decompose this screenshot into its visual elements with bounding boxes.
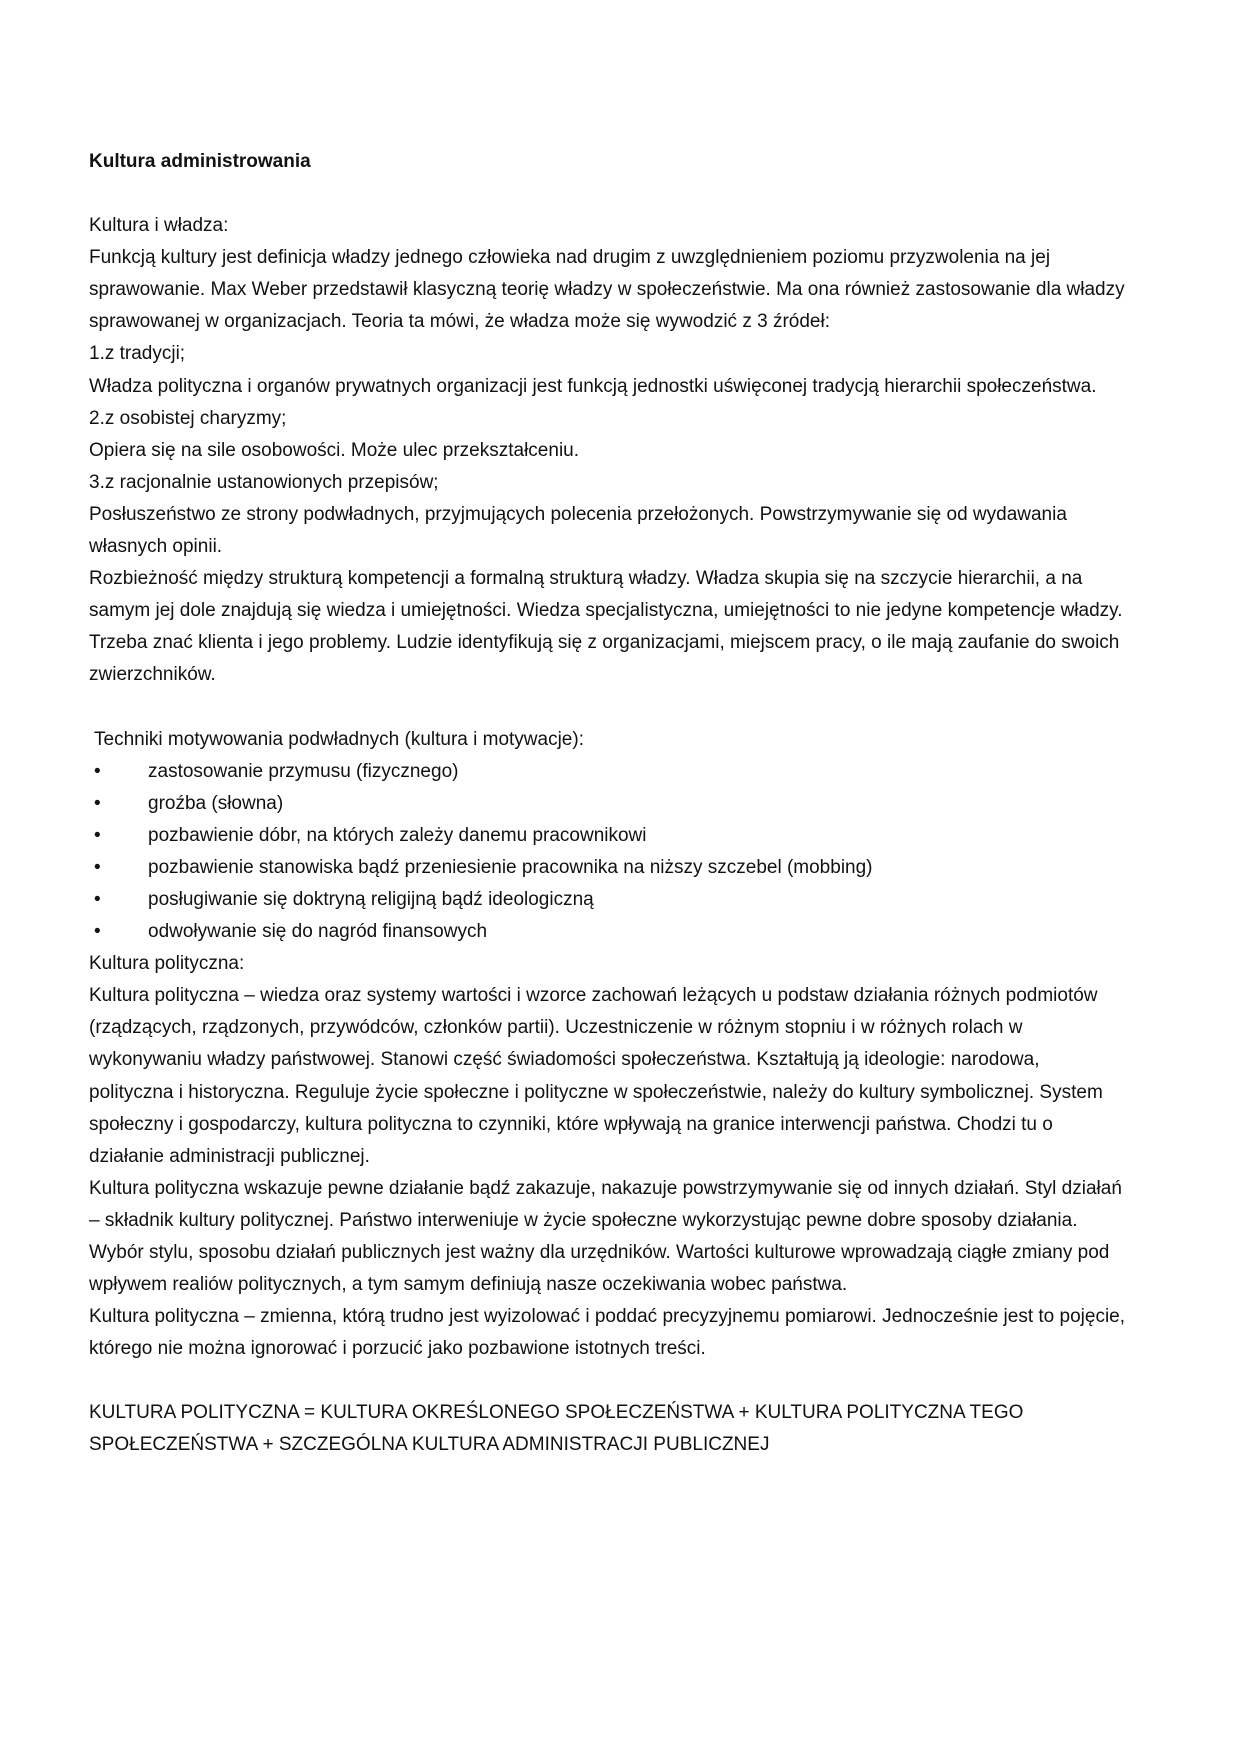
bullet-icon: • [94,921,101,943]
bullet-icon: • [94,824,101,846]
bullet-icon: • [94,888,101,910]
bullet-icon: • [94,792,101,814]
paragraph-political-culture-3: Kultura polityczna – zmienna, którą trudno jest wyizolować i poddać precyzyjnemu pomiarowi. Jednocześnie jest to pojęcie, którego nie można ignorować i porzucić jako pozbawione istotnych treści. [89,1306,1126,1360]
political-culture-formula: KULTURA POLITYCZNA = KULTURA OKREŚLONEGO SPOŁECZEŃSTWA + KULTURA POLITYCZNA TEGO SPOŁECZEŃSTWA + SZCZEGÓLNA KULTURA ADMINISTRACJI PUBLICZNEJ [89,1402,1024,1456]
section-heading-culture-power: Kultura i władza: [89,215,229,237]
list-item-text: pozbawienie dóbr, na których zależy danemu pracownikowi [148,824,647,846]
list-item [89,788,1129,820]
list-item [89,820,1129,852]
list-item [89,852,1129,884]
source-1-label: 1.z tradycji; [89,343,186,365]
paragraph-intro: Funkcją kultury jest definicja władzy jednego człowieka nad drugim z uwzględnieniem poziomu przyzwolenia na jej sprawowanie. Max Weber przedstawił klasyczną teorię władzy w społeczeństwie. Ma ona również zastosowanie dla władzy sprawowanej w organizacjach. Teoria ta mówi, że władza może się wywodzić z 3 źródeł: [89,247,1125,333]
bullet-icon: • [94,760,101,782]
list-item [89,916,1129,948]
bullet-icon: • [94,856,101,878]
document-page [89,146,1129,1462]
source-1-text: Władza polityczna i organów prywatnych organizacji jest funkcją jednostki uświęconej tradycją hierarchii społeczeństwa. [89,375,1097,397]
paragraph-political-culture-2: Kultura polityczna wskazuje pewne działanie bądź zakazuje, nakazuje powstrzymywanie się od innych działań. Styl działań – składnik kultury politycznej. Państwo interweniuje w życie społeczne wykorzystując pewne dobre sposoby działania. Wybór stylu, sposobu działań publicznych jest ważny dla urzędników. Wartości kulturowe wprowadzają ciągłe zmiany pod wpływem realiów politycznych, a tym samym definiują nasze oczekiwania wobec państwa. [89,1177,1122,1296]
list-item-text: posługiwanie się doktryną religijną bądź ideologiczną [148,888,594,910]
list-item-text: odwoływanie się do nagród finansowych [148,921,488,943]
list-item-text: groźba (słowna) [148,792,284,814]
spacer [89,692,1129,724]
motivation-techniques-list [89,756,1129,949]
source-2-label: 2.z osobistej charyzmy; [89,407,287,429]
list-item-text: zastosowanie przymusu (fizycznego) [148,760,459,782]
source-2-text: Opiera się na sile osobowości. Może ulec przekształceniu. [89,439,580,461]
spacer [89,178,1129,210]
list-item-text: pozbawienie stanowiska bądź przeniesienie pracownika na niższy szczebel (mobbing) [148,856,873,878]
paragraph-political-culture-1: Kultura polityczna – wiedza oraz systemy wartości i wzorce zachowań leżących u podstaw działania różnych podmiotów (rządzących, rządzonych, przywódców, członków partii). Uczestniczenie w różnym stopniu i w różnych rolach w wykonywaniu władzy państwowej. Stanowi część świadomości społeczeństwa. Kształtują ją ideologie: narodowa, polityczna i historyczna. Reguluje życie społeczne i polityczne w społeczeństwie, należy do kultury symbolicznej. System społeczny i gospodarczy, kultura polityczna to czynniki, które wpływają na granice interwencji państwa. Chodzi tu o działanie administracji publicznej. [89,985,1103,1167]
source-3-label: 3.z racjonalnie ustanowionych przepisów; [89,471,439,493]
spacer [89,1365,1129,1397]
paragraph-divergence: Rozbieżność między strukturą kompetencji a formalną strukturą władzy. Władza skupia się na szczycie hierarchii, a na samym jej dole znajdują się wiedza i umiejętności. Wiedza specjalistyczna, umiejętności to nie jedyne kompetencje władzy. Trzeba znać klienta i jego problemy. Ludzie identyfikują się z organizacjami, miejscem pracy, o ile mają zaufanie do swoich zwierzchników. [89,568,1123,686]
source-3-text: Posłuszeństwo ze strony podwładnych, przyjmujących polecenia przełożonych. Powstrzymywanie się od wydawania własnych opinii. [89,503,1067,558]
list-item [89,756,1129,788]
section-heading-motivation: Techniki motywowania podwładnych (kultura i motywacje): [94,728,584,750]
section-heading-political-culture: Kultura polityczna: [89,953,245,975]
document-title: Kultura administrowania [89,151,311,172]
list-item [89,884,1129,916]
